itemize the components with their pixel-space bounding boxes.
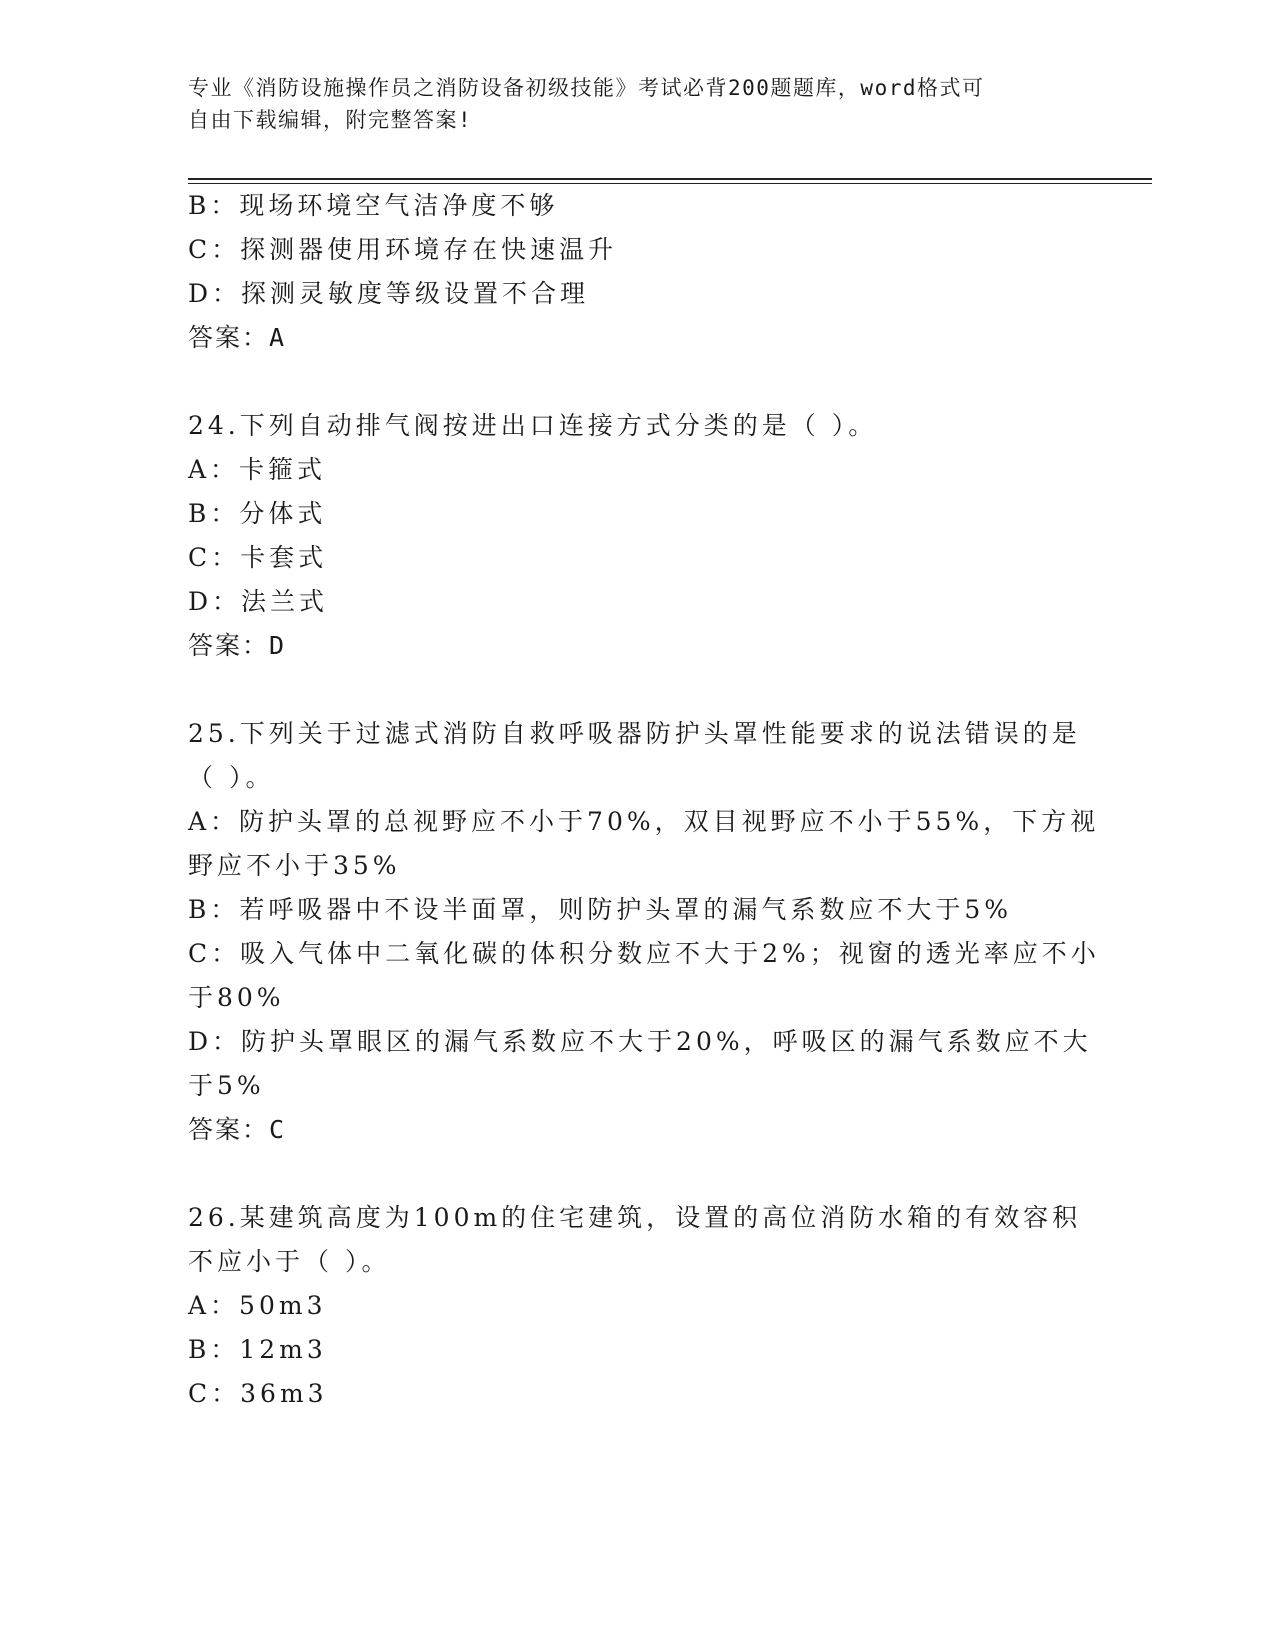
header-divider-thick — [188, 178, 1152, 180]
q24-option-c: C：卡套式 — [188, 543, 328, 572]
q25-option-d-line-1: D：防护头罩眼区的漏气系数应不大于20%，呼吸区的漏气系数应不大 — [188, 1027, 1092, 1056]
header-line-2: 自由下载编辑，附完整答案! — [188, 108, 473, 132]
q23-option-c: C：探测器使用环境存在快速温升 — [188, 235, 618, 264]
q25-option-d-line-2: 于5% — [188, 1071, 265, 1100]
document-header — [188, 72, 1068, 136]
q23-option-d: D：探测灵敏度等级设置不合理 — [188, 279, 590, 308]
q26-option-b: B：12m3 — [188, 1335, 327, 1364]
q24-option-d: D：法兰式 — [188, 587, 329, 616]
header-divider-thin — [188, 183, 1152, 184]
q26-stem-line-2: 不应小于（ ）。 — [188, 1247, 391, 1276]
q25-stem-line-2: （ ）。 — [188, 763, 275, 792]
q25-option-a-line-1: A：防护头罩的总视野应不小于70%，双目视野应不小于55%，下方视 — [188, 807, 1100, 836]
q26-option-a: A：50m3 — [188, 1291, 327, 1320]
q26-stem-line-1: 26.某建筑高度为100m的住宅建筑，设置的高位消防水箱的有效容积 — [188, 1203, 1082, 1232]
q24-stem: 24.下列自动排气阀按进出口连接方式分类的是（ ）。 — [188, 411, 878, 440]
q25-answer: 答案：C — [188, 1115, 287, 1144]
header-line-1: 专业《消防设施操作员之消防设备初级技能》考试必背200题题库，word格式可 — [188, 76, 985, 100]
q24-option-b: B：分体式 — [188, 499, 327, 528]
q25-option-b: B：若呼吸器中不设半面罩，则防护头罩的漏气系数应不大于5% — [188, 895, 1013, 924]
q25-stem-line-1: 25.下列关于过滤式消防自救呼吸器防护头罩性能要求的说法错误的是 — [188, 719, 1081, 748]
q26-option-c: C：36m3 — [188, 1379, 328, 1408]
q23-answer: 答案：A — [188, 323, 287, 352]
q25-option-c-line-2: 于80% — [188, 983, 285, 1012]
q24-answer: 答案：D — [188, 631, 287, 660]
q25-option-c-line-1: C：吸入气体中二氧化碳的体积分数应不大于2%；视窗的透光率应不小 — [188, 939, 1100, 968]
q24-option-a: A：卡箍式 — [188, 455, 327, 484]
q23-option-b: B：现场环境空气洁净度不够 — [188, 191, 559, 220]
q25-option-a-line-2: 野应不小于35% — [188, 851, 401, 880]
